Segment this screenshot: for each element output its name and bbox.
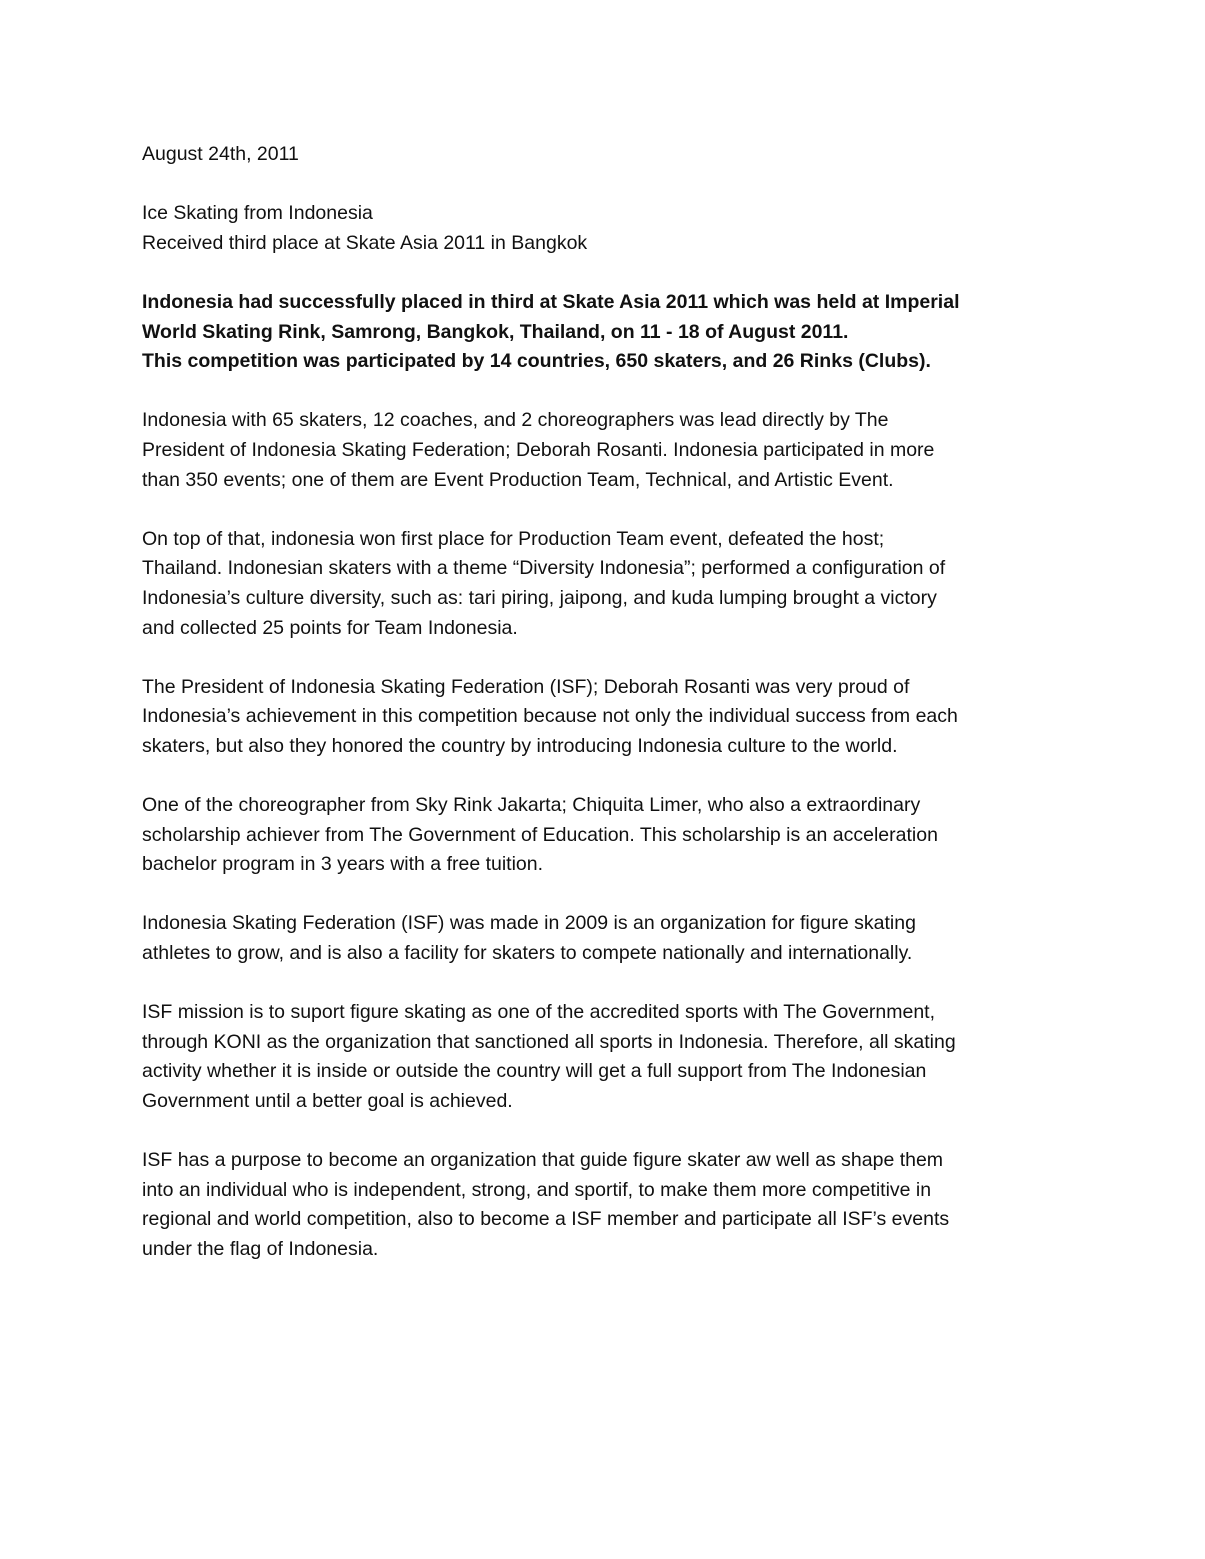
paragraph-line: skaters, but also they honored the country by introducing Indonesia culture to the world.	[142, 734, 898, 757]
paragraph-line: Government until a better goal is achieved.	[142, 1090, 513, 1112]
paragraph-line: On top of that, indonesia won first place for Production Team event, defeated the host;	[142, 527, 885, 550]
document-heading	[142, 199, 1067, 258]
paragraph-line: activity whether it is inside or outside the country will get a full support from The Indonesian	[142, 1060, 927, 1083]
spacer	[142, 258, 1067, 288]
paragraph-line: bachelor program in 3 years with a free tuition.	[142, 853, 544, 876]
spacer	[142, 880, 1067, 910]
lead-line: World Skating Rink, Samrong, Bangkok, Thailand, on 11 - 18 of August 2011.	[142, 320, 849, 343]
spacer	[142, 969, 1067, 999]
lead-paragraph	[142, 288, 1067, 377]
paragraph-isf-mission	[142, 998, 1067, 1116]
paragraph-line: Indonesia with 65 skaters, 12 coaches, and 2 choreographers was lead directly by The	[142, 409, 889, 432]
spacer	[142, 170, 1067, 200]
paragraph-line: and collected 25 points for Team Indonesia.	[142, 616, 518, 639]
paragraph-line: athletes to grow, and is also a facility for skaters to compete nationally and internationally.	[142, 942, 913, 965]
spacer	[142, 495, 1067, 525]
spacer	[142, 1117, 1067, 1147]
paragraph-choreographer	[142, 791, 1067, 880]
paragraph-line: One of the choreographer from Sky Rink Jakarta; Chiquita Limer, who also a extraordinary	[142, 794, 921, 817]
paragraph-line: under the flag of Indonesia.	[142, 1237, 379, 1260]
paragraph-isf-about	[142, 909, 1067, 968]
paragraph-production-team	[142, 525, 1067, 643]
paragraph-president	[142, 673, 1067, 762]
heading-subtitle: Received third place at Skate Asia 2011 in Bangkok	[142, 231, 588, 254]
paragraph-line: regional and world competition, also to become a ISF member and participate all ISF’s events	[142, 1208, 950, 1231]
spacer	[142, 643, 1067, 673]
paragraph-line: President of Indonesia Skating Federation; Deborah Rosanti. Indonesia participated in more	[142, 438, 935, 461]
paragraph-line: than 350 events; one of them are Event Production Team, Technical, and Artistic Event.	[142, 468, 894, 491]
paragraph-delegation	[142, 406, 1067, 495]
lead-line: Indonesia had successfully placed in third at Skate Asia 2011 which was held at Imperial	[142, 290, 960, 313]
paragraph-line: through KONI as the organization that sanctioned all sports in Indonesia. Therefore, all skating	[142, 1030, 956, 1053]
paragraph-line: Indonesia Skating Federation (ISF) was made in 2009 is an organization for figure skating	[142, 912, 916, 935]
lead-line: This competition was participated by 14 countries, 650 skaters, and 26 Rinks (Clubs).	[142, 350, 931, 373]
document-date	[142, 140, 1067, 170]
spacer	[142, 761, 1067, 791]
paragraph-line: ISF has a purpose to become an organization that guide figure skater aw well as shape them	[142, 1149, 944, 1172]
paragraph-line: Indonesia’s achievement in this competition because not only the individual success from each	[142, 705, 958, 728]
paragraph-line: Thailand. Indonesian skaters with a theme “Diversity Indonesia”; performed a configuration of	[142, 557, 946, 580]
heading-title: Ice Skating from Indonesia	[142, 202, 373, 225]
paragraph-line: Indonesia’s culture diversity, such as: tari piring, jaipong, and kuda lumping brought a victory	[142, 586, 937, 609]
spacer	[142, 377, 1067, 407]
paragraph-line: ISF mission is to suport figure skating as one of the accredited sports with The Government,	[142, 1001, 936, 1024]
paragraph-line: The President of Indonesia Skating Federation (ISF); Deborah Rosanti was very proud of	[142, 675, 910, 698]
paragraph-isf-purpose	[142, 1146, 1067, 1264]
date-line: August 24th, 2011	[142, 143, 299, 165]
paragraph-line: into an individual who is independent, strong, and sportif, to make them more competitive in	[142, 1178, 932, 1201]
document-page	[142, 140, 1067, 1265]
paragraph-line: scholarship achiever from The Government of Education. This scholarship is an acceleration	[142, 823, 938, 846]
